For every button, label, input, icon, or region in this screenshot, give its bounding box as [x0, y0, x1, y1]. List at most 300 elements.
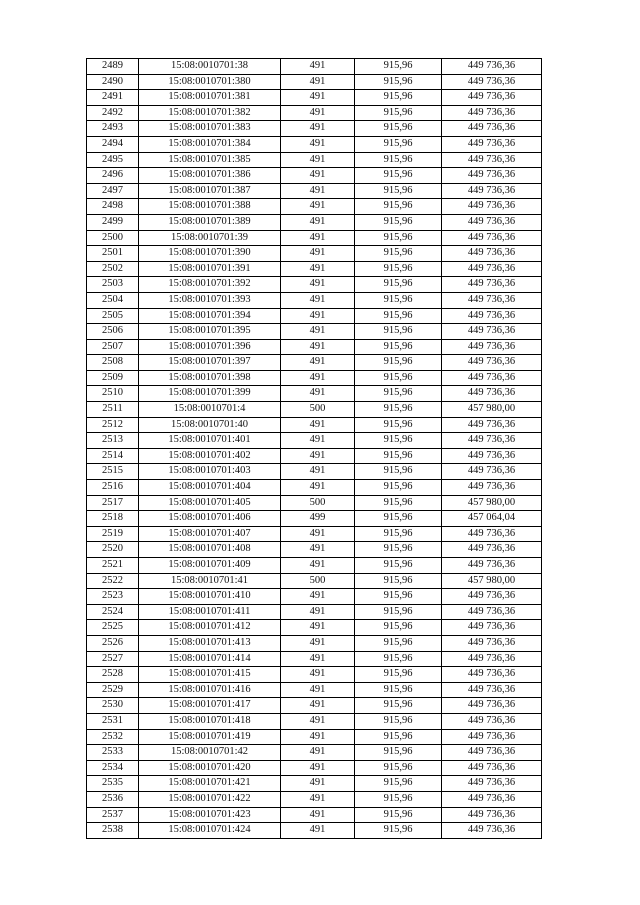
table-row: [87, 324, 542, 340]
area-cell: 499: [281, 511, 355, 527]
rate-cell: 915,96: [355, 199, 442, 215]
value-cell: 449 736,36: [442, 370, 542, 386]
table-row: [87, 74, 542, 90]
area-cell: 491: [281, 713, 355, 729]
table-row: [87, 355, 542, 371]
value-cell: 449 736,36: [442, 448, 542, 464]
cadastral-number-cell: 15:08:0010701:412: [139, 620, 281, 636]
table-row: [87, 183, 542, 199]
area-cell: 491: [281, 760, 355, 776]
value-cell: 449 736,36: [442, 59, 542, 75]
row-number-cell: 2499: [87, 214, 139, 230]
row-number-cell: 2503: [87, 277, 139, 293]
row-number-cell: 2492: [87, 105, 139, 121]
rate-cell: 915,96: [355, 183, 442, 199]
cadastral-number-cell: 15:08:0010701:393: [139, 292, 281, 308]
area-cell: 491: [281, 246, 355, 262]
value-cell: 457 980,00: [442, 495, 542, 511]
area-cell: 491: [281, 729, 355, 745]
cadastral-number-cell: 15:08:0010701:411: [139, 604, 281, 620]
area-cell: 491: [281, 526, 355, 542]
row-number-cell: 2524: [87, 604, 139, 620]
area-cell: 491: [281, 651, 355, 667]
table-row: [87, 542, 542, 558]
row-number-cell: 2534: [87, 760, 139, 776]
cadastral-number-cell: 15:08:0010701:383: [139, 121, 281, 137]
cadastral-number-cell: 15:08:0010701:423: [139, 807, 281, 823]
row-number-cell: 2512: [87, 417, 139, 433]
table-row: [87, 526, 542, 542]
cadastral-number-cell: 15:08:0010701:395: [139, 324, 281, 340]
cadastral-number-cell: 15:08:0010701:424: [139, 823, 281, 839]
value-cell: 449 736,36: [442, 292, 542, 308]
cadastral-number-cell: 15:08:0010701:397: [139, 355, 281, 371]
value-cell: 449 736,36: [442, 558, 542, 574]
value-cell: 449 736,36: [442, 386, 542, 402]
area-cell: 491: [281, 558, 355, 574]
rate-cell: 915,96: [355, 214, 442, 230]
table-row: [87, 433, 542, 449]
row-number-cell: 2522: [87, 573, 139, 589]
cadastral-number-cell: 15:08:0010701:399: [139, 386, 281, 402]
value-cell: 449 736,36: [442, 324, 542, 340]
row-number-cell: 2538: [87, 823, 139, 839]
rate-cell: 915,96: [355, 152, 442, 168]
area-cell: 491: [281, 635, 355, 651]
area-cell: 491: [281, 136, 355, 152]
value-cell: 449 736,36: [442, 667, 542, 683]
cadastral-number-cell: 15:08:0010701:381: [139, 90, 281, 106]
cadastral-number-cell: 15:08:0010701:419: [139, 729, 281, 745]
area-cell: 491: [281, 152, 355, 168]
cadastral-number-cell: 15:08:0010701:402: [139, 448, 281, 464]
row-number-cell: 2535: [87, 776, 139, 792]
area-cell: 491: [281, 324, 355, 340]
table-row: [87, 807, 542, 823]
table-body: [87, 59, 542, 839]
table-row: [87, 386, 542, 402]
table-row: [87, 667, 542, 683]
area-cell: 491: [281, 745, 355, 761]
table-row: [87, 495, 542, 511]
table-row: [87, 464, 542, 480]
rate-cell: 915,96: [355, 682, 442, 698]
cadastral-number-cell: 15:08:0010701:390: [139, 246, 281, 262]
cadastral-number-cell: 15:08:0010701:41: [139, 573, 281, 589]
rate-cell: 915,96: [355, 589, 442, 605]
cadastral-number-cell: 15:08:0010701:42: [139, 745, 281, 761]
table-row: [87, 152, 542, 168]
cadastral-number-cell: 15:08:0010701:422: [139, 791, 281, 807]
value-cell: 449 736,36: [442, 620, 542, 636]
table-row: [87, 651, 542, 667]
row-number-cell: 2502: [87, 261, 139, 277]
table-row: [87, 136, 542, 152]
rate-cell: 915,96: [355, 511, 442, 527]
cadastral-number-cell: 15:08:0010701:396: [139, 339, 281, 355]
row-number-cell: 2498: [87, 199, 139, 215]
table-row: [87, 168, 542, 184]
value-cell: 449 736,36: [442, 152, 542, 168]
rate-cell: 915,96: [355, 292, 442, 308]
table-row: [87, 823, 542, 839]
cadastral-number-cell: 15:08:0010701:403: [139, 464, 281, 480]
cadastral-number-cell: 15:08:0010701:394: [139, 308, 281, 324]
value-cell: 449 736,36: [442, 604, 542, 620]
row-number-cell: 2526: [87, 635, 139, 651]
cadastral-number-cell: 15:08:0010701:382: [139, 105, 281, 121]
table-row: [87, 698, 542, 714]
area-cell: 491: [281, 168, 355, 184]
rate-cell: 915,96: [355, 90, 442, 106]
table-row: [87, 776, 542, 792]
rate-cell: 915,96: [355, 448, 442, 464]
rate-cell: 915,96: [355, 713, 442, 729]
rate-cell: 915,96: [355, 745, 442, 761]
area-cell: 491: [281, 604, 355, 620]
area-cell: 491: [281, 823, 355, 839]
rate-cell: 915,96: [355, 59, 442, 75]
area-cell: 491: [281, 682, 355, 698]
rate-cell: 915,96: [355, 573, 442, 589]
rate-cell: 915,96: [355, 417, 442, 433]
table-row: [87, 308, 542, 324]
value-cell: 449 736,36: [442, 121, 542, 137]
table-row: [87, 121, 542, 137]
area-cell: 491: [281, 386, 355, 402]
table-row: [87, 292, 542, 308]
cadastral-number-cell: 15:08:0010701:418: [139, 713, 281, 729]
rate-cell: 915,96: [355, 698, 442, 714]
rate-cell: 915,96: [355, 620, 442, 636]
rate-cell: 915,96: [355, 339, 442, 355]
cadastral-number-cell: 15:08:0010701:387: [139, 183, 281, 199]
table-row: [87, 370, 542, 386]
table-row: [87, 558, 542, 574]
cadastral-number-cell: 15:08:0010701:388: [139, 199, 281, 215]
cadastral-number-cell: 15:08:0010701:392: [139, 277, 281, 293]
table-row: [87, 59, 542, 75]
cadastral-number-cell: 15:08:0010701:401: [139, 433, 281, 449]
rate-cell: 915,96: [355, 729, 442, 745]
rate-cell: 915,96: [355, 324, 442, 340]
table-row: [87, 635, 542, 651]
row-number-cell: 2515: [87, 464, 139, 480]
cadastral-number-cell: 15:08:0010701:410: [139, 589, 281, 605]
value-cell: 449 736,36: [442, 74, 542, 90]
area-cell: 491: [281, 620, 355, 636]
rate-cell: 915,96: [355, 386, 442, 402]
table-row: [87, 90, 542, 106]
cadastral-number-cell: 15:08:0010701:420: [139, 760, 281, 776]
value-cell: 449 736,36: [442, 90, 542, 106]
table-row: [87, 214, 542, 230]
area-cell: 491: [281, 542, 355, 558]
table-row: [87, 511, 542, 527]
area-cell: 500: [281, 573, 355, 589]
row-number-cell: 2518: [87, 511, 139, 527]
area-cell: 491: [281, 370, 355, 386]
table-row: [87, 480, 542, 496]
value-cell: 449 736,36: [442, 183, 542, 199]
row-number-cell: 2506: [87, 324, 139, 340]
area-cell: 491: [281, 433, 355, 449]
rate-cell: 915,96: [355, 246, 442, 262]
row-number-cell: 2521: [87, 558, 139, 574]
value-cell: 449 736,36: [442, 682, 542, 698]
table-row: [87, 745, 542, 761]
table-row: [87, 682, 542, 698]
value-cell: 449 736,36: [442, 464, 542, 480]
row-number-cell: 2533: [87, 745, 139, 761]
row-number-cell: 2523: [87, 589, 139, 605]
value-cell: 449 736,36: [442, 713, 542, 729]
area-cell: 491: [281, 105, 355, 121]
table-row: [87, 729, 542, 745]
rate-cell: 915,96: [355, 308, 442, 324]
table-row: [87, 199, 542, 215]
value-cell: 449 736,36: [442, 745, 542, 761]
area-cell: 491: [281, 199, 355, 215]
row-number-cell: 2525: [87, 620, 139, 636]
area-cell: 491: [281, 339, 355, 355]
row-number-cell: 2510: [87, 386, 139, 402]
rate-cell: 915,96: [355, 355, 442, 371]
rate-cell: 915,96: [355, 105, 442, 121]
cadastral-number-cell: 15:08:0010701:405: [139, 495, 281, 511]
table-row: [87, 713, 542, 729]
cadastral-number-cell: 15:08:0010701:398: [139, 370, 281, 386]
row-number-cell: 2493: [87, 121, 139, 137]
cadastral-table: [86, 58, 542, 839]
value-cell: 449 736,36: [442, 230, 542, 246]
cadastral-number-cell: 15:08:0010701:421: [139, 776, 281, 792]
area-cell: 491: [281, 464, 355, 480]
row-number-cell: 2497: [87, 183, 139, 199]
row-number-cell: 2519: [87, 526, 139, 542]
table-row: [87, 760, 542, 776]
value-cell: 449 736,36: [442, 729, 542, 745]
value-cell: 449 736,36: [442, 526, 542, 542]
area-cell: 491: [281, 121, 355, 137]
area-cell: 491: [281, 261, 355, 277]
cadastral-number-cell: 15:08:0010701:380: [139, 74, 281, 90]
rate-cell: 915,96: [355, 370, 442, 386]
value-cell: 457 064,04: [442, 511, 542, 527]
table-row: [87, 604, 542, 620]
rate-cell: 915,96: [355, 136, 442, 152]
area-cell: 491: [281, 308, 355, 324]
table-row: [87, 573, 542, 589]
rate-cell: 915,96: [355, 261, 442, 277]
area-cell: 491: [281, 698, 355, 714]
table-row: [87, 589, 542, 605]
row-number-cell: 2491: [87, 90, 139, 106]
value-cell: 449 736,36: [442, 589, 542, 605]
row-number-cell: 2508: [87, 355, 139, 371]
value-cell: 449 736,36: [442, 417, 542, 433]
value-cell: 449 736,36: [442, 168, 542, 184]
area-cell: 491: [281, 791, 355, 807]
table-row: [87, 417, 542, 433]
row-number-cell: 2530: [87, 698, 139, 714]
cadastral-number-cell: 15:08:0010701:406: [139, 511, 281, 527]
value-cell: 449 736,36: [442, 308, 542, 324]
row-number-cell: 2513: [87, 433, 139, 449]
row-number-cell: 2505: [87, 308, 139, 324]
row-number-cell: 2501: [87, 246, 139, 262]
table-row: [87, 339, 542, 355]
area-cell: 491: [281, 448, 355, 464]
area-cell: 500: [281, 495, 355, 511]
area-cell: 491: [281, 214, 355, 230]
value-cell: 449 736,36: [442, 246, 542, 262]
cadastral-number-cell: 15:08:0010701:40: [139, 417, 281, 433]
cadastral-number-cell: 15:08:0010701:38: [139, 59, 281, 75]
table-row: [87, 402, 542, 418]
value-cell: 449 736,36: [442, 355, 542, 371]
rate-cell: 915,96: [355, 74, 442, 90]
rate-cell: 915,96: [355, 464, 442, 480]
table-row: [87, 246, 542, 262]
cadastral-number-cell: 15:08:0010701:408: [139, 542, 281, 558]
rate-cell: 915,96: [355, 121, 442, 137]
row-number-cell: 2511: [87, 402, 139, 418]
value-cell: 449 736,36: [442, 807, 542, 823]
area-cell: 500: [281, 402, 355, 418]
rate-cell: 915,96: [355, 604, 442, 620]
rate-cell: 915,96: [355, 558, 442, 574]
table-row: [87, 230, 542, 246]
area-cell: 491: [281, 183, 355, 199]
rate-cell: 915,96: [355, 651, 442, 667]
row-number-cell: 2516: [87, 480, 139, 496]
area-cell: 491: [281, 355, 355, 371]
cadastral-number-cell: 15:08:0010701:404: [139, 480, 281, 496]
rate-cell: 915,96: [355, 230, 442, 246]
cadastral-number-cell: 15:08:0010701:389: [139, 214, 281, 230]
row-number-cell: 2527: [87, 651, 139, 667]
area-cell: 491: [281, 776, 355, 792]
cadastral-number-cell: 15:08:0010701:385: [139, 152, 281, 168]
rate-cell: 915,96: [355, 402, 442, 418]
value-cell: 449 736,36: [442, 760, 542, 776]
value-cell: 449 736,36: [442, 105, 542, 121]
value-cell: 449 736,36: [442, 698, 542, 714]
row-number-cell: 2496: [87, 168, 139, 184]
cadastral-number-cell: 15:08:0010701:4: [139, 402, 281, 418]
cadastral-number-cell: 15:08:0010701:384: [139, 136, 281, 152]
value-cell: 457 980,00: [442, 402, 542, 418]
value-cell: 449 736,36: [442, 776, 542, 792]
rate-cell: 915,96: [355, 526, 442, 542]
table-row: [87, 105, 542, 121]
rate-cell: 915,96: [355, 542, 442, 558]
row-number-cell: 2517: [87, 495, 139, 511]
cadastral-number-cell: 15:08:0010701:391: [139, 261, 281, 277]
value-cell: 457 980,00: [442, 573, 542, 589]
value-cell: 449 736,36: [442, 823, 542, 839]
rate-cell: 915,96: [355, 635, 442, 651]
rate-cell: 915,96: [355, 776, 442, 792]
rate-cell: 915,96: [355, 760, 442, 776]
area-cell: 491: [281, 480, 355, 496]
row-number-cell: 2500: [87, 230, 139, 246]
area-cell: 491: [281, 230, 355, 246]
table-row: [87, 448, 542, 464]
rate-cell: 915,96: [355, 791, 442, 807]
value-cell: 449 736,36: [442, 651, 542, 667]
row-number-cell: 2504: [87, 292, 139, 308]
cadastral-number-cell: 15:08:0010701:409: [139, 558, 281, 574]
row-number-cell: 2495: [87, 152, 139, 168]
table-row: [87, 791, 542, 807]
row-number-cell: 2514: [87, 448, 139, 464]
value-cell: 449 736,36: [442, 199, 542, 215]
cadastral-number-cell: 15:08:0010701:415: [139, 667, 281, 683]
cadastral-number-cell: 15:08:0010701:39: [139, 230, 281, 246]
cadastral-number-cell: 15:08:0010701:386: [139, 168, 281, 184]
value-cell: 449 736,36: [442, 542, 542, 558]
rate-cell: 915,96: [355, 168, 442, 184]
area-cell: 491: [281, 59, 355, 75]
rate-cell: 915,96: [355, 480, 442, 496]
table-row: [87, 277, 542, 293]
row-number-cell: 2507: [87, 339, 139, 355]
value-cell: 449 736,36: [442, 339, 542, 355]
area-cell: 491: [281, 74, 355, 90]
rate-cell: 915,96: [355, 277, 442, 293]
cadastral-number-cell: 15:08:0010701:413: [139, 635, 281, 651]
row-number-cell: 2489: [87, 59, 139, 75]
table-row: [87, 261, 542, 277]
rate-cell: 915,96: [355, 433, 442, 449]
rate-cell: 915,96: [355, 807, 442, 823]
rate-cell: 915,96: [355, 667, 442, 683]
area-cell: 491: [281, 667, 355, 683]
table-row: [87, 620, 542, 636]
row-number-cell: 2490: [87, 74, 139, 90]
value-cell: 449 736,36: [442, 791, 542, 807]
cadastral-number-cell: 15:08:0010701:417: [139, 698, 281, 714]
row-number-cell: 2494: [87, 136, 139, 152]
row-number-cell: 2531: [87, 713, 139, 729]
value-cell: 449 736,36: [442, 635, 542, 651]
row-number-cell: 2537: [87, 807, 139, 823]
cadastral-number-cell: 15:08:0010701:414: [139, 651, 281, 667]
area-cell: 491: [281, 292, 355, 308]
value-cell: 449 736,36: [442, 277, 542, 293]
row-number-cell: 2528: [87, 667, 139, 683]
cadastral-number-cell: 15:08:0010701:416: [139, 682, 281, 698]
row-number-cell: 2520: [87, 542, 139, 558]
row-number-cell: 2509: [87, 370, 139, 386]
value-cell: 449 736,36: [442, 136, 542, 152]
cadastral-number-cell: 15:08:0010701:407: [139, 526, 281, 542]
row-number-cell: 2536: [87, 791, 139, 807]
area-cell: 491: [281, 589, 355, 605]
area-cell: 491: [281, 807, 355, 823]
value-cell: 449 736,36: [442, 480, 542, 496]
value-cell: 449 736,36: [442, 261, 542, 277]
row-number-cell: 2532: [87, 729, 139, 745]
rate-cell: 915,96: [355, 823, 442, 839]
area-cell: 491: [281, 90, 355, 106]
row-number-cell: 2529: [87, 682, 139, 698]
value-cell: 449 736,36: [442, 214, 542, 230]
area-cell: 491: [281, 277, 355, 293]
value-cell: 449 736,36: [442, 433, 542, 449]
